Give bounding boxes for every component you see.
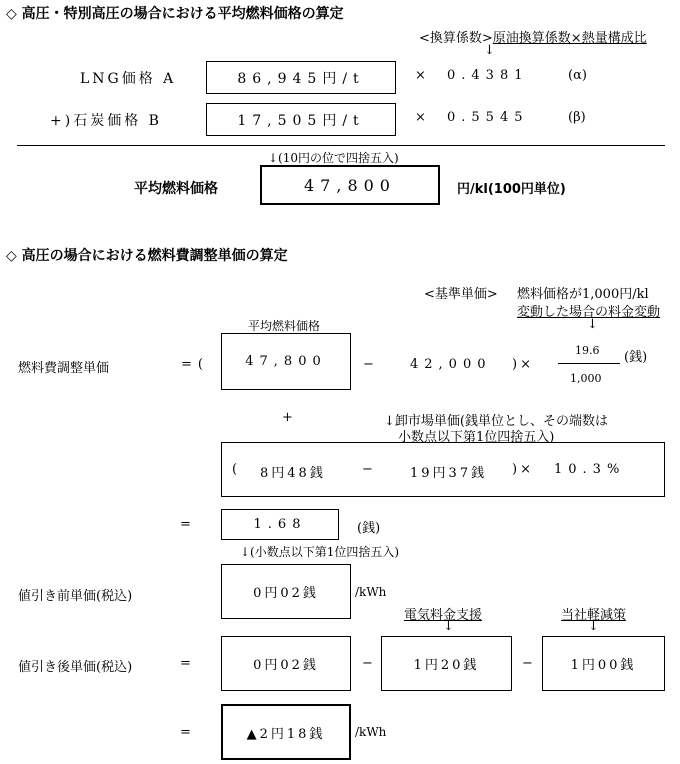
adjustment-unit-label: 燃料費調整単価: [18, 361, 110, 376]
close-paren-times: )×: [512, 357, 534, 372]
lng-coefficient: 0.4381: [447, 68, 529, 83]
lng-symbol: (α): [568, 68, 587, 83]
pre-discount-unit: /kWh: [355, 585, 387, 599]
base-unit-label: <基準単価>: [424, 287, 498, 302]
post-discount-equals: =: [180, 656, 191, 671]
sum-divider: [17, 145, 665, 146]
minus-sign: −: [363, 357, 374, 372]
post-discount-value: 0円02銭: [253, 658, 319, 673]
support-value: 1円20銭: [413, 658, 480, 673]
section1-heading: ◇ 高圧・特別高圧の場合における平均燃料価格の算定: [6, 6, 344, 22]
market-rate-value: 10.3%: [554, 462, 626, 477]
eq-open-paren: =(: [181, 357, 209, 372]
result-equals: =: [180, 517, 191, 532]
conversion-factor-desc: 原油換算係数×熱量構成比: [492, 31, 647, 46]
lng-price-value: 86,945円/t: [237, 70, 365, 87]
company-box: [542, 636, 665, 691]
conversion-factor-label: <換算係数>: [419, 31, 493, 46]
final-value: ▲2円18銭: [246, 726, 326, 742]
support-label: 電気料金支援: [404, 608, 483, 623]
avg-fuel-price-unit: 円/kl(100円単位): [457, 182, 566, 197]
coal-times: ×: [415, 110, 426, 125]
rounding-note: ↓(10円の位で四捨五入): [268, 151, 399, 165]
fraction-bar: [558, 363, 620, 364]
company-value: 1円00銭: [570, 658, 637, 673]
support-arrow: ↓: [443, 619, 454, 634]
market-note-line1: ↓卸市場単価(銭単位とし、その端数は: [384, 414, 608, 429]
market-minus: −: [362, 462, 373, 477]
lng-price-box: [206, 61, 396, 94]
market-open-paren: (: [232, 462, 238, 477]
support-box: [381, 636, 512, 691]
lng-times: ×: [415, 68, 426, 83]
conversion-arrow: ↓: [484, 43, 495, 58]
post-discount-label: 値引き後単価(税込): [18, 660, 133, 675]
fraction-denominator: 1,000: [570, 372, 602, 385]
base-unit-arrow: ↓: [587, 317, 598, 332]
avg-price-value: 47,800: [245, 354, 327, 369]
result-round-note: ↓(小数点以下第1位四捨五入): [240, 545, 400, 559]
market-close-times: )×: [512, 462, 534, 477]
market-base-value: 19円37銭: [410, 466, 488, 481]
result-value: 1.68: [253, 517, 307, 532]
post-discount-box: [221, 636, 351, 691]
market-price-value: 8円48銭: [260, 466, 326, 481]
result-box: [221, 509, 339, 540]
lng-label: LNG価格 A: [80, 71, 177, 87]
coal-symbol: (β): [568, 110, 586, 125]
base-price-value: 42,000: [410, 357, 492, 372]
sen-unit: (銭): [624, 350, 648, 365]
avg-price-caption: 平均燃料価格: [248, 319, 321, 333]
final-box: [221, 704, 351, 760]
pre-discount-box: [221, 564, 351, 619]
post-minus1: −: [362, 656, 373, 671]
avg-fuel-price-box: [260, 165, 440, 205]
base-unit-desc-line1: 燃料価格が1,000円/kl: [517, 287, 649, 302]
pre-discount-value: 0円02銭: [253, 586, 319, 601]
base-unit-desc-line2: 変動した場合の料金変動: [517, 305, 661, 320]
result-unit: (銭): [357, 521, 381, 536]
company-label: 当社軽減策: [561, 608, 627, 623]
avg-price-box: [221, 333, 351, 390]
coal-price-value: 17,505円/t: [237, 112, 365, 129]
final-unit: /kWh: [355, 725, 387, 739]
post-minus2: −: [522, 656, 533, 671]
market-price-box: [221, 442, 665, 497]
coal-coefficient: 0.5545: [447, 110, 529, 125]
avg-fuel-price-label: 平均燃料価格: [134, 181, 218, 197]
final-equals: =: [180, 725, 191, 740]
plus-sign: +: [282, 410, 293, 425]
fraction-numerator: 19.6: [575, 344, 600, 357]
coal-label: +)石炭価格 B: [50, 113, 162, 129]
company-arrow: ↓: [588, 619, 599, 634]
section2-heading: ◇ 高圧の場合における燃料費調整単価の算定: [6, 248, 288, 264]
market-note-line2: 小数点以下第1位四捨五入): [398, 430, 555, 445]
conversion-factor-header: [419, 27, 647, 46]
avg-fuel-price-value: 47,800: [304, 175, 396, 195]
pre-discount-label: 値引き前単価(税込): [18, 589, 133, 604]
coal-price-box: [206, 103, 396, 136]
